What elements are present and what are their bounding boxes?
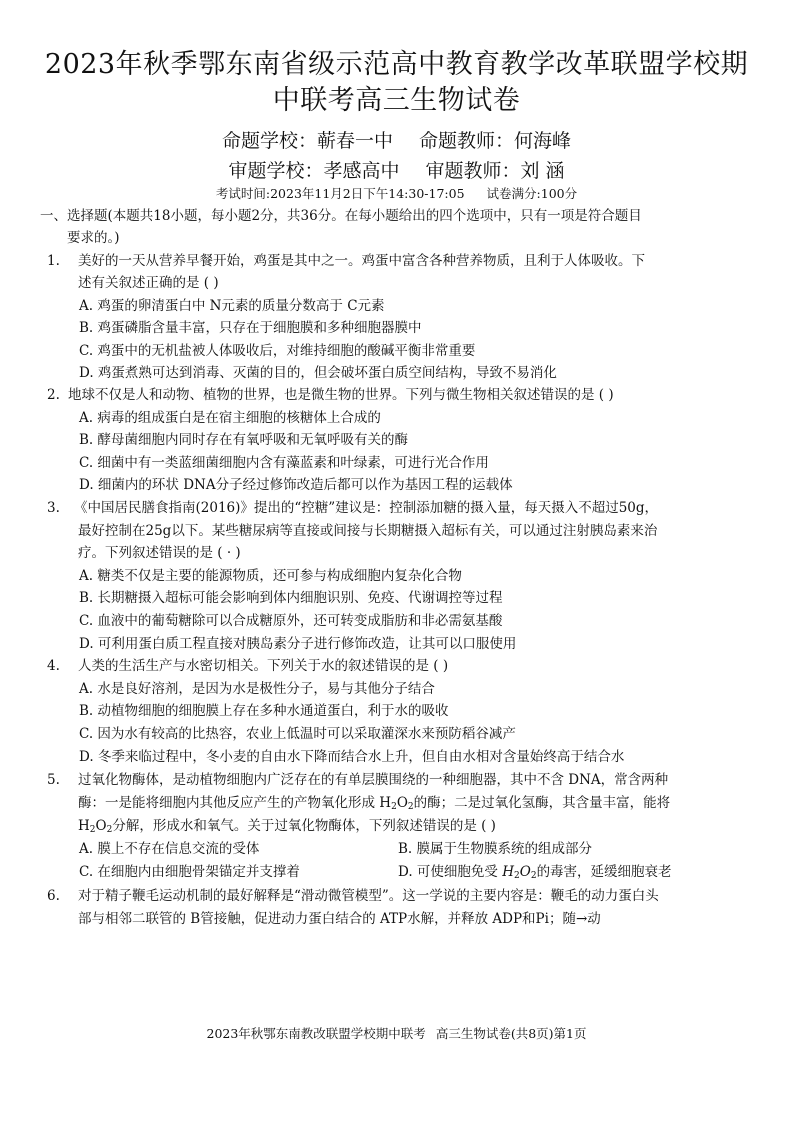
option-c: C. 在细胞内由细胞骨架锚定并支撑着 [79,864,300,880]
question-stem: 过氧化物酶体，是动植物细胞内广泛存在的有单层膜围绕的一种细胞器，其中不含 DNA，常含两种 [78,772,669,788]
option-b: B. 膜属于生物膜系统的组成部分 [398,841,593,857]
option-d: D. 细菌内的环状 DNA分子经过修饰改造后都可以作为基因工程的运载体 [79,477,513,493]
exam-title-line1: 2023年秋季鄂东南省级示范高中教育教学改革联盟学校期 [44,49,749,80]
footer-page-number: 高三生物试卷(共8页)第1页 [435,1026,587,1041]
question-number: 2. [47,387,60,403]
option-a: A. 病毒的组成蛋白是在宿主细胞的核糖体上合成的 [79,410,381,426]
option-a: A. 鸡蛋的卵清蛋白中 N元素的质量分数高于 C元素 [79,298,385,314]
exam-info [40,184,753,202]
option-a: A. 水是良好溶剂，是因为水是极性分子，易与其他分子结合 [79,681,435,697]
question-number: 3. [47,500,60,516]
question-stem: 最好控制在25g以下。某些糖尿病等直接或间接与长期糖摄入超标有关，可以通过注射胰岛素来治 [78,523,658,539]
option-b: B. 鸡蛋磷脂含量丰富，只存在于细胞膜和多种细胞器膜中 [79,320,422,336]
question-stem: 地球不仅是人和动物、植物的世界，也是微生物的世界。下列与微生物相关叙述错误的是 ( ) [68,387,614,403]
question-stem: 疗。下列叙述错误的是 ( · ) [78,545,241,561]
exam-time: 考试时间:2023年11月2日下午14:30-17:05 [215,186,465,201]
option-a: A. 糖类不仅是主要的能源物质，还可参与构成细胞内复杂化合物 [79,568,462,584]
reviewer-teacher: 审题教师：刘 涵 [425,160,565,182]
question-stem: $H_2O_2$分解，形成水和氧气。关于过氧化物酶体，下列叙述错误的是 ( ) [78,818,496,835]
option-d: D. 可利用蛋白质工程直接对胰岛素分子进行修饰改造，让其可以口服使用 [79,636,517,652]
footer-exam-name: 2023年秋鄂东南教改联盟学校期中联考 [206,1026,426,1041]
question-number: 6. [47,888,60,904]
reviewer-info [40,156,753,183]
option-d: D. 冬季来临过程中，冬小麦的自由水下降而结合水上升，但自由水相对含量始终高于结合水 [79,749,625,765]
page-footer [40,1024,753,1042]
section-intro: 一、选择题(本题共18小题，每小题2分，共36分。在每小题给出的四个选项中，只有一项是符合题目 [40,208,642,224]
option-b: B. 长期糖摄入超标可能会影响到体内细胞识别、免疫、代谢调控等过程 [79,590,503,606]
option-c: C. 因为水有较高的比热容，农业上低温时可以采取灌深水来预防稻谷减产 [79,726,516,742]
section-intro-cont: 要求的。) [67,230,120,246]
question-stem: 对于精子鞭毛运动机制的最好解释是“滑动微管模型”。这一学说的主要内容是：鞭毛的动力蛋白头 [78,888,659,904]
option-d: D. 鸡蛋煮熟可达到消毒、灭菌的目的，但会破坏蛋白质空间结构，导致不易消化 [79,365,557,381]
option-b: B. 动植物细胞的细胞膜上存在多种水通道蛋白，利于水的吸收 [79,703,449,719]
question-stem: 部与相邻二联管的 B管接触，促进动力蛋白结合的 ATP水解，并释放 ADP和Pi；随→动 [78,911,601,927]
question-number: 1. [47,253,60,269]
option-c: C. 细菌中有一类蓝细菌细胞内含有藻蓝素和叶绿素，可进行光合作用 [79,455,489,471]
question-stem: 述有关叙述正确的是 ( ) [78,275,219,291]
question-number: 4. [47,658,60,674]
question-stem: 人类的生活生产与水密切相关。下列关于水的叙述错误的是 ( ) [78,658,449,674]
author-teacher: 命题教师：何海峰 [419,130,572,152]
option-c: C. 血液中的葡萄糖除可以合成糖原外，还可转变成脂肪和非必需氨基酸 [79,613,503,629]
author-school: 命题学校：蕲春一中 [221,130,393,152]
author-info [40,126,753,153]
option-d: D. 可使细胞免受 $H_2O_2$的毒害，延缓细胞衰老 [398,864,672,881]
option-b: B. 酵母菌细胞内同时存在有氧呼吸和无氧呼吸有关的酶 [79,432,409,448]
question-stem: 酶：一是能将细胞内其他反应产生的产物氧化形成 $H_2O_2$的酶；二是过氧化氢酶，其含量丰富，能将 [78,795,671,812]
question-stem: 《中国居民膳食指南(2016)》提出的“控糖”建议是：控制添加糖的摄入量，每天摄入不超过50g， [74,500,659,516]
option-a: A. 膜上不存在信息交流的受体 [79,841,260,857]
option-c: C. 鸡蛋中的无机盐被人体吸收后，对维持细胞的酸碱平衡非常重要 [79,343,476,359]
question-stem: 美好的一天从营养早餐开始，鸡蛋是其中之一。鸡蛋中富含各种营养物质，且利于人体吸收。下 [78,253,645,269]
exam-title-line2: 中联考高三生物试卷 [272,85,521,116]
reviewer-school: 审题学校：孝感高中 [228,160,400,182]
full-score: 试卷满分:100分 [486,186,578,201]
question-number: 5. [47,772,60,788]
